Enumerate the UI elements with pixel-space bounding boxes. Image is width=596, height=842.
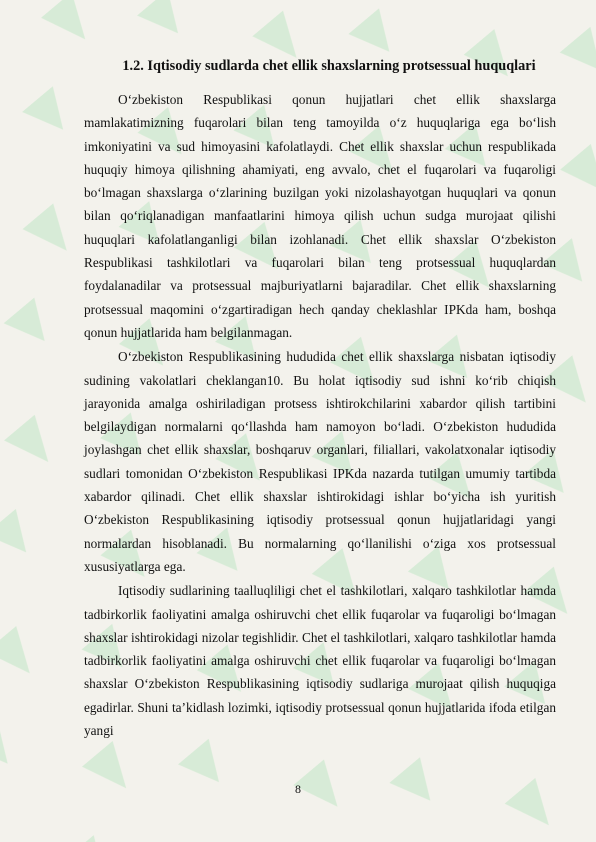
section-heading: 1.2. Iqtisodiy sudlarda chet ellik shaxslarning protsessual huquqlari: [122, 58, 536, 74]
document-body: [84, 58, 556, 742]
paragraph-3: Iqtisodiy sudlarining taalluqliligi chet el tashkilotlari, xalqaro tashkilotlar hamda tadbirkorlik faoliyatini amalga oshiruvchi chet ellik fuqarolar va fuqaroligi bo‘lmagan shaxslar ishtirokidagi nizolar tegishlidir. Chet el tashkilotlari, xalqaro tashkilotlar hamda tadbirkorlik faoliyatini amalga oshiruvchi chet ellik fuqarolar va fuqaroligi bo‘lmagan shaxslar O‘zbekiston Respublikasining iqtisodiy sudlariga murojaat qilish huquqiga egadirlar. Shuni ta’kidlash lozimki, iqtisodiy protsessual qonun hujjatlarida ifoda etilgan yangi: [84, 583, 556, 739]
paragraph-1: O‘zbekiston Respublikasi qonun hujjatlari chet ellik shaxslarga mamlakatimizning fuqarolari bilan teng tamoyilda o‘z huquqlariga ega bo‘lish imkoniyatini va sud himoyasini kafolatlaydi. Chet ellik shaxslar uchun respublikada huquqiy himoya qilishning ahamiyati, eng avvalo, chet el fuqarolari va fuqaroligi bo‘lmagan shaxslarga o‘zlarining buzilgan yoki nizolashayotgan huquqlari va qonun bilan qo‘riqlanadigan manfaatlarini himoya qilish uchun sudga murojaat qilishi huquqlari kafolatlanganligi bilan izohlanadi. Chet ellik shaxslar O‘zbekiston Respublikasi tashkilotlari va fuqarolari bilan teng protsessual huquqlardan foydalanadilar va protsessual majburiyatlarni bajaradilar. Chet ellik shaxslarning protsessual maqomini o‘zgartiradigan hech qanday cheklashlar IPKda ham, boshqa qonun hujjatlarida ham belgilanmagan.: [84, 92, 556, 340]
page-number: 8: [295, 782, 301, 796]
paragraph-2: O‘zbekiston Respublikasining hududida chet ellik shaxslarga nisbatan iqtisodiy sudining vakolatlari cheklangan10. Bu holat iqtisodiy sud ishni ko‘rib chiqish jarayonida amalga oshiriladigan protsess ishtirokchilarini xabardor qilish tartibini belgilaydigan normalarni qo‘llashda ham namoyon bo‘ladi. O‘zbekiston hududida joylashgan chet ellik shaxslar, boshqaruv organlari, filiallari, vakolatxonalar iqtisodiy sudlari tomonidan O‘zbekiston Respublikasi IPKda nazarda tutilgan umumiy tartibda xabardor qilinadi. Chet ellik shaxslar ishtirokidagi ishlar bo‘yicha ish yuritish O‘zbekiston Respublikasining iqtisodiy protsessual qonun hujjatlaridagi yangi normalardan hisoblanadi. Bu normalarning qo‘llanilishi o‘ziga xos protsessual xususiyatlarga ega.: [84, 349, 556, 574]
